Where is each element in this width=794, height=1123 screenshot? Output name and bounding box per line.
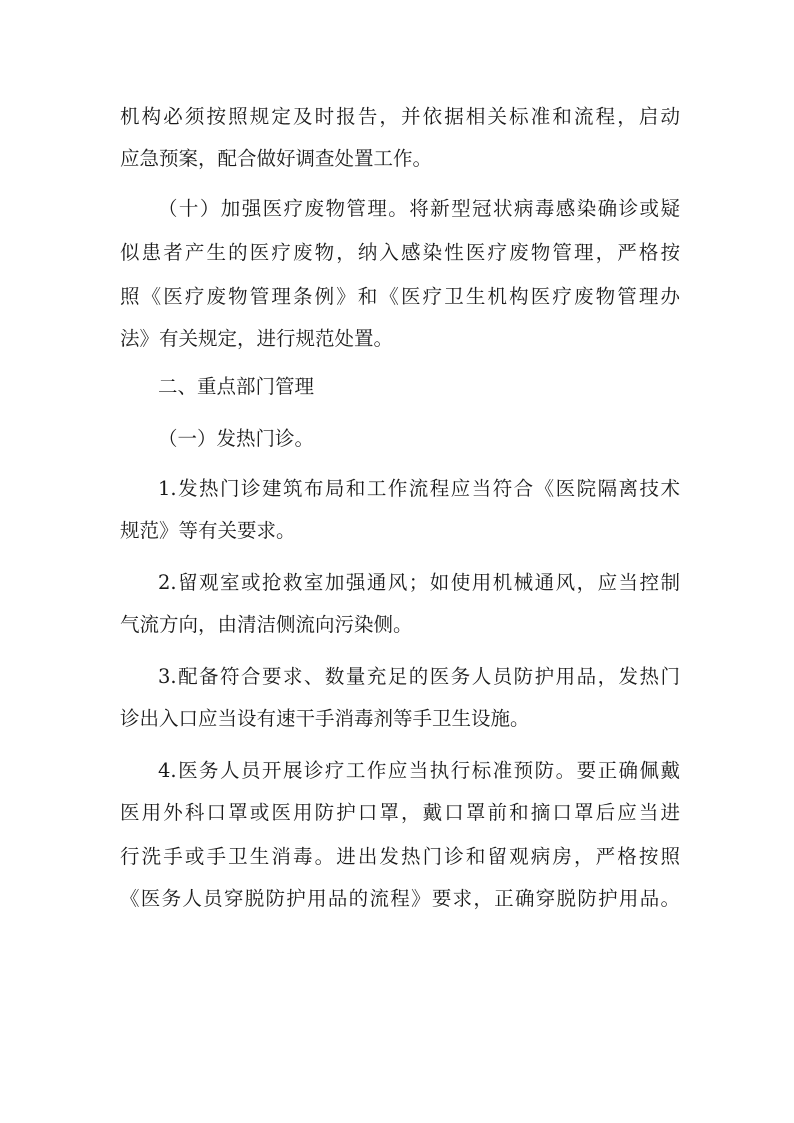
- paragraph-line: 《医务人员穿脱防护用品的流程》要求，正确穿脱防护用品。: [120, 887, 680, 910]
- paragraph-line: 医用外科口罩或医用防护口罩，戴口罩前和摘口罩后应当进: [120, 801, 680, 824]
- paragraph-line: 诊出入口应当设有速干手消毒剂等手卫生设施。: [120, 707, 530, 730]
- paragraph-line: 机构必须按照规定及时报告，并依据相关标准和流程，启动: [120, 105, 680, 128]
- paragraph-line: 照《医疗废物管理条例》和《医疗卫生机构医疗废物管理办: [120, 285, 680, 308]
- paragraph-line: 气流方向，由清洁侧流向污染侧。: [120, 613, 413, 636]
- paragraph-line: 法》有关规定，进行规范处置。: [120, 327, 394, 350]
- subsection-heading: （一）发热门诊。: [158, 427, 315, 450]
- paragraph-line: 4.医务人员开展诊疗工作应当执行标准预防。要正确佩戴: [158, 759, 680, 782]
- paragraph-line: 1.发热门诊建筑布局和工作流程应当符合《医院隔离技术: [158, 477, 680, 500]
- paragraph-line: 3.配备符合要求、数量充足的医务人员防护用品，发热门: [158, 665, 680, 688]
- paragraph-line: 似患者产生的医疗废物，纳入感染性医疗废物管理，严格按: [120, 241, 680, 264]
- paragraph-line: 规范》等有关要求。: [120, 519, 296, 542]
- paragraph-line: 2.留观室或抢救室加强通风；如使用机械通风，应当控制: [158, 571, 680, 594]
- paragraph-line: 行洗手或手卫生消毒。进出发热门诊和留观病房，严格按照: [120, 845, 680, 868]
- section-heading: 二、重点部门管理: [158, 375, 315, 398]
- paragraph-line: （十）加强医疗废物管理。将新型冠状病毒感染确诊或疑: [158, 197, 680, 220]
- paragraph-line: 应急预案，配合做好调查处置工作。: [120, 147, 433, 170]
